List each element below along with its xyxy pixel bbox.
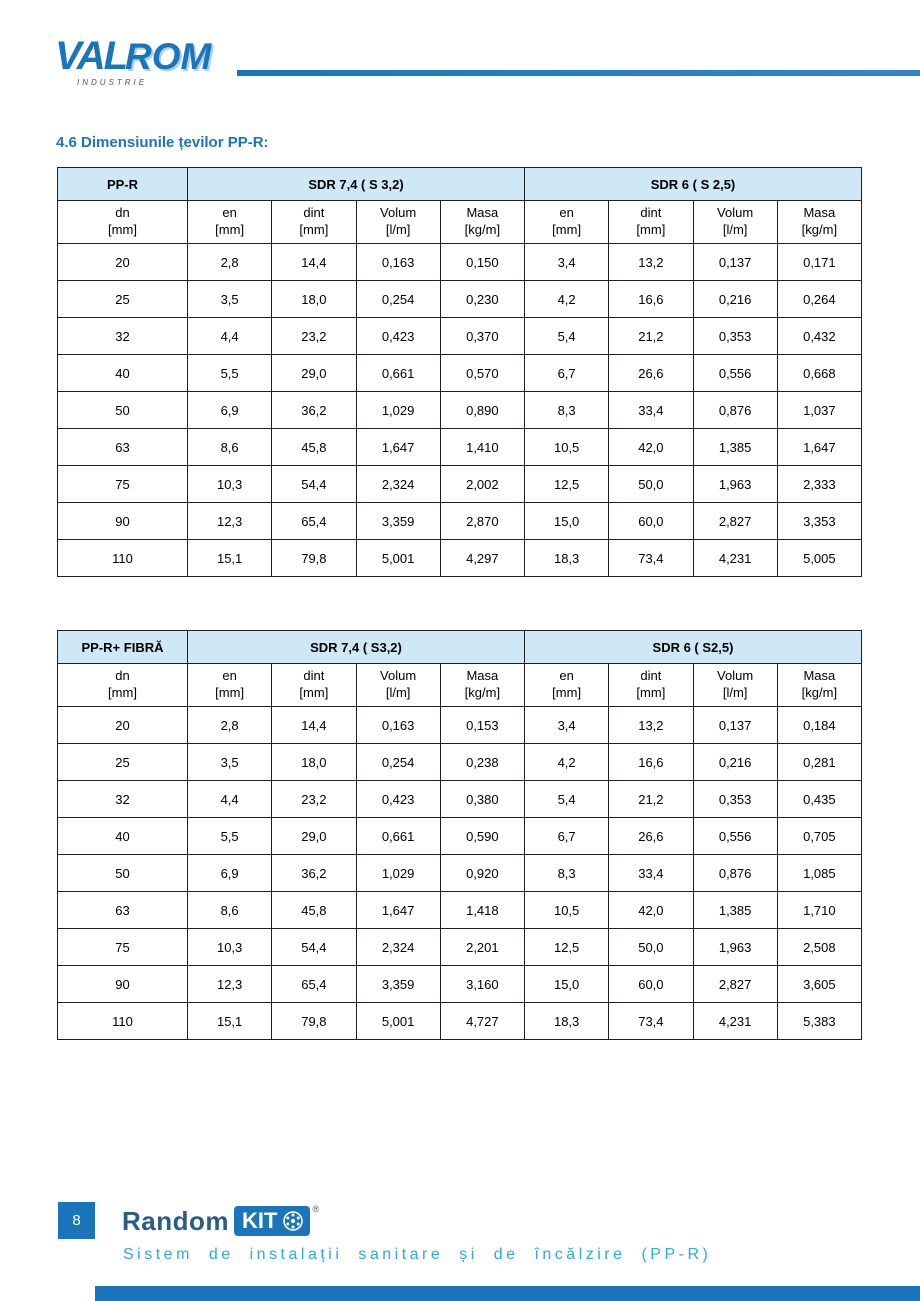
table-cell: 1,710 bbox=[777, 892, 861, 929]
table-cell: 4,2 bbox=[525, 281, 609, 318]
table-row bbox=[58, 429, 862, 466]
table-cell: 20 bbox=[58, 707, 188, 744]
column-header: dn [mm] bbox=[58, 664, 188, 707]
table-cell: 1,418 bbox=[440, 892, 524, 929]
table-cell: 3,605 bbox=[777, 966, 861, 1003]
valrom-logo bbox=[55, 36, 235, 87]
table-cell: 2,827 bbox=[693, 503, 777, 540]
table-cell: 63 bbox=[58, 429, 188, 466]
table-cell: 0,230 bbox=[440, 281, 524, 318]
table-cell: 75 bbox=[58, 929, 188, 966]
table-cell: 0,423 bbox=[356, 318, 440, 355]
group-header-sdr6: SDR 6 ( S2,5) bbox=[525, 631, 862, 664]
table-cell: 0,353 bbox=[693, 318, 777, 355]
table-cell: 5,001 bbox=[356, 1003, 440, 1040]
table-row bbox=[58, 244, 862, 281]
table-cell: 54,4 bbox=[272, 929, 356, 966]
section-title: 4.6 Dimensiunile țevilor PP-R: bbox=[56, 134, 269, 151]
column-header: en [mm] bbox=[188, 664, 272, 707]
registered-mark: ® bbox=[312, 1204, 320, 1214]
table-cell: 14,4 bbox=[272, 244, 356, 281]
table-cell: 3,5 bbox=[188, 744, 272, 781]
column-header: dint [mm] bbox=[272, 664, 356, 707]
table-cell: 14,4 bbox=[272, 707, 356, 744]
table-cell: 5,005 bbox=[777, 540, 861, 577]
table-row bbox=[58, 966, 862, 1003]
table-cell: 0,570 bbox=[440, 355, 524, 392]
randomkit-kit-box bbox=[234, 1206, 310, 1236]
table-cell: 2,002 bbox=[440, 466, 524, 503]
table-cell: 0,435 bbox=[777, 781, 861, 818]
column-header: Masa [kg/m] bbox=[777, 201, 861, 244]
table-cell: 2,870 bbox=[440, 503, 524, 540]
table-row bbox=[58, 781, 862, 818]
table-cell: 3,4 bbox=[525, 244, 609, 281]
table-row bbox=[58, 392, 862, 429]
table-cell: 0,216 bbox=[693, 744, 777, 781]
table-cell: 3,353 bbox=[777, 503, 861, 540]
table-cell: 5,5 bbox=[188, 818, 272, 855]
table-cell: 3,359 bbox=[356, 503, 440, 540]
table-row bbox=[58, 707, 862, 744]
table-cell: 1,029 bbox=[356, 855, 440, 892]
table-cell: 0,353 bbox=[693, 781, 777, 818]
table-cell: 10,3 bbox=[188, 466, 272, 503]
table-corner-label: PP-R+ FIBRĂ bbox=[58, 631, 188, 664]
table-cell: 1,410 bbox=[440, 429, 524, 466]
table-cell: 0,163 bbox=[356, 707, 440, 744]
table-cell: 75 bbox=[58, 466, 188, 503]
table-cell: 4,4 bbox=[188, 318, 272, 355]
table-cell: 0,423 bbox=[356, 781, 440, 818]
table-body bbox=[58, 244, 862, 577]
table-cell: 3,5 bbox=[188, 281, 272, 318]
table-cell: 3,4 bbox=[525, 707, 609, 744]
table-cell: 18,0 bbox=[272, 281, 356, 318]
table-cell: 0,876 bbox=[693, 392, 777, 429]
table-cell: 29,0 bbox=[272, 818, 356, 855]
table-cell: 110 bbox=[58, 1003, 188, 1040]
table-cell: 50,0 bbox=[609, 466, 693, 503]
page-number-badge: 8 bbox=[58, 1202, 95, 1239]
table-cell: 45,8 bbox=[272, 892, 356, 929]
table-cell: 2,508 bbox=[777, 929, 861, 966]
table-cell: 54,4 bbox=[272, 466, 356, 503]
table-cell: 0,380 bbox=[440, 781, 524, 818]
randomkit-kit-text: KIT bbox=[242, 1208, 278, 1233]
table-cell: 32 bbox=[58, 781, 188, 818]
table-cell: 21,2 bbox=[609, 781, 693, 818]
table-cell: 63 bbox=[58, 892, 188, 929]
footer-bar bbox=[95, 1286, 920, 1301]
table-cell: 6,9 bbox=[188, 855, 272, 892]
table-cell: 0,264 bbox=[777, 281, 861, 318]
table-cell: 40 bbox=[58, 355, 188, 392]
table-cell: 1,385 bbox=[693, 429, 777, 466]
table-cell: 5,4 bbox=[525, 781, 609, 818]
table-cell: 0,432 bbox=[777, 318, 861, 355]
table-cell: 50,0 bbox=[609, 929, 693, 966]
table-cell: 40 bbox=[58, 818, 188, 855]
randomkit-logo bbox=[122, 1204, 319, 1238]
column-header: dint [mm] bbox=[609, 201, 693, 244]
table-cell: 45,8 bbox=[272, 429, 356, 466]
table-cell: 0,370 bbox=[440, 318, 524, 355]
table-row bbox=[58, 818, 862, 855]
group-header-sdr6: SDR 6 ( S 2,5) bbox=[525, 168, 862, 201]
table-cell: 50 bbox=[58, 392, 188, 429]
logo-industrie: INDUSTRIE bbox=[77, 78, 148, 87]
table-cell: 15,1 bbox=[188, 540, 272, 577]
table-cell: 4,727 bbox=[440, 1003, 524, 1040]
logo-val: VAL bbox=[55, 34, 127, 78]
column-header: dint [mm] bbox=[272, 201, 356, 244]
group-header-sdr74: SDR 7,4 ( S 3,2) bbox=[188, 168, 525, 201]
table-cell: 15,1 bbox=[188, 1003, 272, 1040]
table-cell: 0,163 bbox=[356, 244, 440, 281]
table-cell: 2,324 bbox=[356, 466, 440, 503]
table-cell: 4,231 bbox=[693, 1003, 777, 1040]
table-cell: 5,5 bbox=[188, 355, 272, 392]
table-cell: 1,963 bbox=[693, 466, 777, 503]
table-cell: 12,5 bbox=[525, 466, 609, 503]
table-cell: 10,5 bbox=[525, 429, 609, 466]
table-cell: 79,8 bbox=[272, 540, 356, 577]
table-cell: 0,705 bbox=[777, 818, 861, 855]
table-cell: 18,0 bbox=[272, 744, 356, 781]
logo-rom: ROM bbox=[125, 36, 212, 77]
table-cell: 13,2 bbox=[609, 244, 693, 281]
table-row bbox=[58, 892, 862, 929]
table-cell: 18,3 bbox=[525, 540, 609, 577]
column-header: en [mm] bbox=[525, 201, 609, 244]
table-group-header-row bbox=[58, 631, 862, 664]
column-header: en [mm] bbox=[188, 201, 272, 244]
table-cell: 1,647 bbox=[777, 429, 861, 466]
table-cell: 42,0 bbox=[609, 892, 693, 929]
table-row bbox=[58, 540, 862, 577]
column-header: dint [mm] bbox=[609, 664, 693, 707]
table-cell: 1,647 bbox=[356, 429, 440, 466]
table-cell: 3,160 bbox=[440, 966, 524, 1003]
table-cell: 25 bbox=[58, 281, 188, 318]
table-cell: 4,297 bbox=[440, 540, 524, 577]
footer-tagline: Sistem de instalații sanitare și de încălzire (PP-R) bbox=[123, 1246, 712, 1263]
table-cell: 13,2 bbox=[609, 707, 693, 744]
gear-icon bbox=[281, 1209, 305, 1233]
column-header: Volum [l/m] bbox=[356, 664, 440, 707]
table-row bbox=[58, 318, 862, 355]
table-cell: 21,2 bbox=[609, 318, 693, 355]
table-cell: 36,2 bbox=[272, 392, 356, 429]
table-cell: 0,254 bbox=[356, 281, 440, 318]
ppr-table-container bbox=[57, 167, 862, 577]
table-cell: 25 bbox=[58, 744, 188, 781]
ppr-dimensions-table bbox=[57, 167, 862, 577]
table-cell: 3,359 bbox=[356, 966, 440, 1003]
table-cell: 26,6 bbox=[609, 818, 693, 855]
table-cell: 18,3 bbox=[525, 1003, 609, 1040]
valrom-logo-text bbox=[55, 36, 235, 76]
table-cell: 1,085 bbox=[777, 855, 861, 892]
table-body bbox=[58, 707, 862, 1040]
table-cell: 42,0 bbox=[609, 429, 693, 466]
table-row bbox=[58, 503, 862, 540]
table-cell: 0,254 bbox=[356, 744, 440, 781]
table-cell: 26,6 bbox=[609, 355, 693, 392]
table-cell: 110 bbox=[58, 540, 188, 577]
table-cell: 15,0 bbox=[525, 503, 609, 540]
table-cell: 16,6 bbox=[609, 744, 693, 781]
column-header: Masa [kg/m] bbox=[440, 664, 524, 707]
header-rule bbox=[237, 70, 920, 76]
table-column-header-row bbox=[58, 201, 862, 244]
table-cell: 0,920 bbox=[440, 855, 524, 892]
table-cell: 2,333 bbox=[777, 466, 861, 503]
table-cell: 0,150 bbox=[440, 244, 524, 281]
table-cell: 10,3 bbox=[188, 929, 272, 966]
table-cell: 8,3 bbox=[525, 855, 609, 892]
table-cell: 23,2 bbox=[272, 318, 356, 355]
table-cell: 1,385 bbox=[693, 892, 777, 929]
table-cell: 36,2 bbox=[272, 855, 356, 892]
table-row bbox=[58, 355, 862, 392]
table-cell: 60,0 bbox=[609, 503, 693, 540]
table-cell: 0,668 bbox=[777, 355, 861, 392]
table-cell: 2,324 bbox=[356, 929, 440, 966]
table-cell: 4,2 bbox=[525, 744, 609, 781]
table-cell: 0,556 bbox=[693, 355, 777, 392]
table-cell: 73,4 bbox=[609, 540, 693, 577]
table-corner-label: PP-R bbox=[58, 168, 188, 201]
ppr-fibra-table-container bbox=[57, 630, 862, 1040]
table-cell: 10,5 bbox=[525, 892, 609, 929]
table-cell: 0,216 bbox=[693, 281, 777, 318]
table-cell: 65,4 bbox=[272, 503, 356, 540]
table-cell: 65,4 bbox=[272, 966, 356, 1003]
ppr-fibra-dimensions-table bbox=[57, 630, 862, 1040]
table-cell: 6,7 bbox=[525, 355, 609, 392]
table-cell: 5,001 bbox=[356, 540, 440, 577]
table-group-header-row bbox=[58, 168, 862, 201]
table-cell: 0,281 bbox=[777, 744, 861, 781]
table-cell: 5,4 bbox=[525, 318, 609, 355]
table-cell: 6,9 bbox=[188, 392, 272, 429]
table-cell: 32 bbox=[58, 318, 188, 355]
table-cell: 8,6 bbox=[188, 429, 272, 466]
table-cell: 23,2 bbox=[272, 781, 356, 818]
table-row bbox=[58, 1003, 862, 1040]
randomkit-random-text: Random bbox=[122, 1206, 229, 1236]
table-cell: 20 bbox=[58, 244, 188, 281]
table-cell: 16,6 bbox=[609, 281, 693, 318]
table-cell: 8,3 bbox=[525, 392, 609, 429]
table-column-header-row bbox=[58, 664, 862, 707]
table-cell: 1,029 bbox=[356, 392, 440, 429]
table-cell: 0,171 bbox=[777, 244, 861, 281]
table-cell: 2,8 bbox=[188, 244, 272, 281]
table-cell: 0,137 bbox=[693, 707, 777, 744]
table-cell: 0,590 bbox=[440, 818, 524, 855]
column-header: Volum [l/m] bbox=[356, 201, 440, 244]
table-cell: 90 bbox=[58, 966, 188, 1003]
table-row bbox=[58, 929, 862, 966]
group-header-sdr74: SDR 7,4 ( S3,2) bbox=[188, 631, 525, 664]
table-cell: 2,827 bbox=[693, 966, 777, 1003]
table-cell: 2,8 bbox=[188, 707, 272, 744]
table-cell: 79,8 bbox=[272, 1003, 356, 1040]
column-header: Volum [l/m] bbox=[693, 201, 777, 244]
table-cell: 0,661 bbox=[356, 818, 440, 855]
table-cell: 0,890 bbox=[440, 392, 524, 429]
table-cell: 4,4 bbox=[188, 781, 272, 818]
table-cell: 1,037 bbox=[777, 392, 861, 429]
table-cell: 5,383 bbox=[777, 1003, 861, 1040]
column-header: Masa [kg/m] bbox=[440, 201, 524, 244]
table-cell: 1,963 bbox=[693, 929, 777, 966]
table-cell: 0,238 bbox=[440, 744, 524, 781]
table-cell: 1,647 bbox=[356, 892, 440, 929]
table-cell: 12,5 bbox=[525, 929, 609, 966]
table-cell: 73,4 bbox=[609, 1003, 693, 1040]
table-cell: 29,0 bbox=[272, 355, 356, 392]
table-cell: 0,661 bbox=[356, 355, 440, 392]
table-row bbox=[58, 466, 862, 503]
table-cell: 6,7 bbox=[525, 818, 609, 855]
table-cell: 4,231 bbox=[693, 540, 777, 577]
table-cell: 33,4 bbox=[609, 855, 693, 892]
table-cell: 2,201 bbox=[440, 929, 524, 966]
table-row bbox=[58, 281, 862, 318]
table-cell: 90 bbox=[58, 503, 188, 540]
table-row bbox=[58, 744, 862, 781]
column-header: dn [mm] bbox=[58, 201, 188, 244]
column-header: Volum [l/m] bbox=[693, 664, 777, 707]
table-cell: 50 bbox=[58, 855, 188, 892]
table-cell: 12,3 bbox=[188, 966, 272, 1003]
table-cell: 0,153 bbox=[440, 707, 524, 744]
table-cell: 0,137 bbox=[693, 244, 777, 281]
table-cell: 15,0 bbox=[525, 966, 609, 1003]
table-cell: 0,556 bbox=[693, 818, 777, 855]
table-cell: 12,3 bbox=[188, 503, 272, 540]
table-row bbox=[58, 855, 862, 892]
column-header: en [mm] bbox=[525, 664, 609, 707]
column-header: Masa [kg/m] bbox=[777, 664, 861, 707]
table-cell: 0,184 bbox=[777, 707, 861, 744]
table-cell: 33,4 bbox=[609, 392, 693, 429]
table-cell: 0,876 bbox=[693, 855, 777, 892]
table-cell: 60,0 bbox=[609, 966, 693, 1003]
table-cell: 8,6 bbox=[188, 892, 272, 929]
